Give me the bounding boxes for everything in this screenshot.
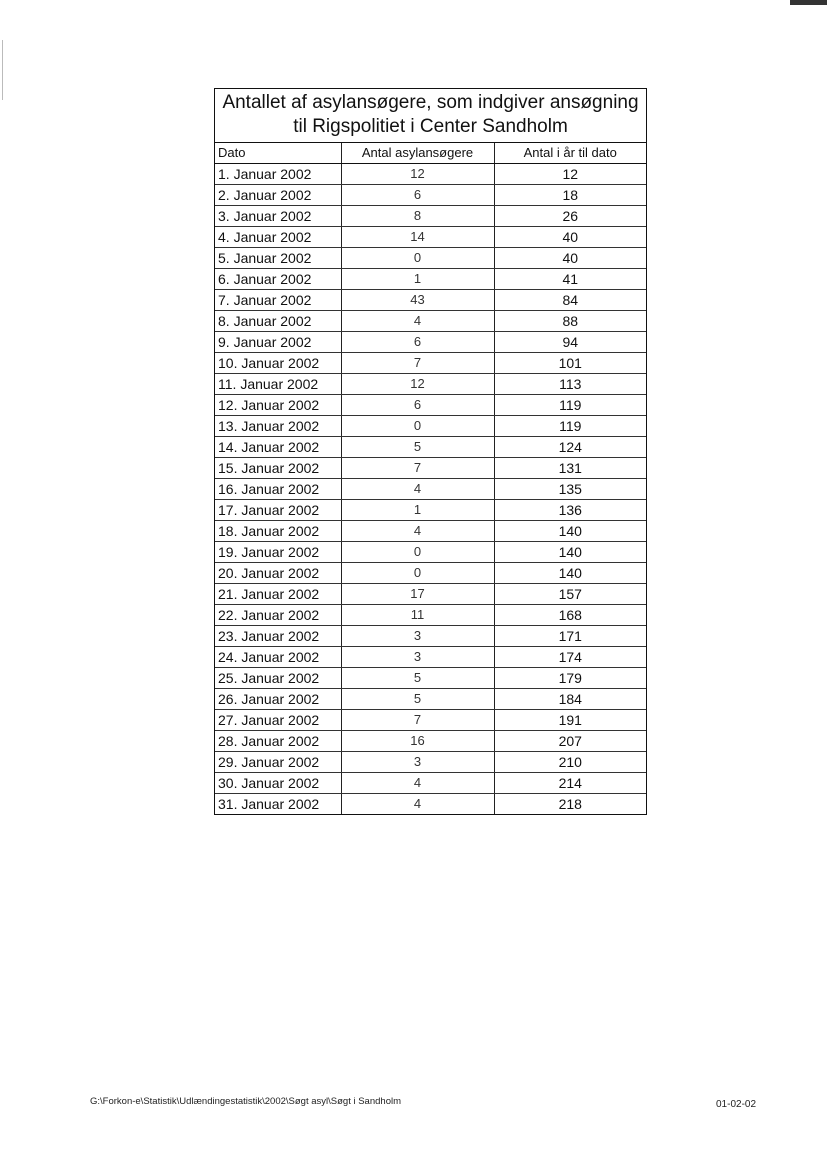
row-count: 0 — [341, 563, 494, 584]
row-cumulative: 140 — [494, 542, 646, 563]
row-cumulative: 119 — [494, 395, 646, 416]
row-cumulative: 218 — [494, 794, 646, 815]
asylum-applicants-table — [214, 88, 647, 815]
row-cumulative: 140 — [494, 521, 646, 542]
row-count: 7 — [341, 353, 494, 374]
data-table — [215, 143, 646, 814]
row-count: 43 — [341, 290, 494, 311]
row-cumulative: 26 — [494, 206, 646, 227]
table-row — [215, 563, 646, 584]
table-row — [215, 290, 646, 311]
row-cumulative: 210 — [494, 752, 646, 773]
row-count: 4 — [341, 794, 494, 815]
row-count: 8 — [341, 206, 494, 227]
row-count: 5 — [341, 689, 494, 710]
row-cumulative: 88 — [494, 311, 646, 332]
table-row — [215, 689, 646, 710]
table-row — [215, 521, 646, 542]
row-cumulative: 179 — [494, 668, 646, 689]
row-count: 7 — [341, 710, 494, 731]
row-cumulative: 119 — [494, 416, 646, 437]
row-date: 19. Januar 2002 — [215, 542, 341, 563]
row-count: 1 — [341, 269, 494, 290]
row-date: 24. Januar 2002 — [215, 647, 341, 668]
row-cumulative: 94 — [494, 332, 646, 353]
row-cumulative: 41 — [494, 269, 646, 290]
row-count: 0 — [341, 248, 494, 269]
table-body — [215, 164, 646, 815]
row-date: 26. Januar 2002 — [215, 689, 341, 710]
table-row — [215, 668, 646, 689]
table-row — [215, 542, 646, 563]
row-date: 1. Januar 2002 — [215, 164, 341, 185]
row-date: 12. Januar 2002 — [215, 395, 341, 416]
row-count: 5 — [341, 437, 494, 458]
row-date: 13. Januar 2002 — [215, 416, 341, 437]
table-title-line1: Antallet af asylansøgere, som indgiver ansøgning — [222, 92, 639, 113]
row-count: 4 — [341, 521, 494, 542]
row-count: 3 — [341, 752, 494, 773]
row-cumulative: 124 — [494, 437, 646, 458]
table-row — [215, 584, 646, 605]
table-row — [215, 185, 646, 206]
row-cumulative: 12 — [494, 164, 646, 185]
table-title — [215, 89, 646, 143]
row-date: 25. Januar 2002 — [215, 668, 341, 689]
row-date: 9. Januar 2002 — [215, 332, 341, 353]
table-row — [215, 248, 646, 269]
row-date: 5. Januar 2002 — [215, 248, 341, 269]
row-cumulative: 207 — [494, 731, 646, 752]
row-date: 8. Januar 2002 — [215, 311, 341, 332]
row-date: 28. Januar 2002 — [215, 731, 341, 752]
row-count: 0 — [341, 542, 494, 563]
row-count: 12 — [341, 164, 494, 185]
table-row — [215, 332, 646, 353]
table-row — [215, 206, 646, 227]
table-row — [215, 731, 646, 752]
row-date: 23. Januar 2002 — [215, 626, 341, 647]
footer-file-path: G:\Forkon-e\Statistik\Udlændingestatistik\2002\Søgt asyl\Søgt i Sandholm — [90, 1096, 401, 1107]
row-count: 7 — [341, 458, 494, 479]
row-cumulative: 174 — [494, 647, 646, 668]
table-row — [215, 269, 646, 290]
column-header-count: Antal asylansøgere — [341, 143, 494, 164]
row-cumulative: 191 — [494, 710, 646, 731]
row-cumulative: 214 — [494, 773, 646, 794]
row-count: 3 — [341, 647, 494, 668]
scan-mark-top-right — [790, 0, 827, 5]
row-cumulative: 113 — [494, 374, 646, 395]
row-count: 0 — [341, 416, 494, 437]
row-count: 4 — [341, 311, 494, 332]
row-cumulative: 135 — [494, 479, 646, 500]
row-count: 4 — [341, 773, 494, 794]
scan-mark-left-edge — [2, 40, 3, 100]
row-date: 21. Januar 2002 — [215, 584, 341, 605]
row-date: 14. Januar 2002 — [215, 437, 341, 458]
table-row — [215, 416, 646, 437]
footer-date: 01-02-02 — [716, 1099, 757, 1110]
row-date: 2. Januar 2002 — [215, 185, 341, 206]
row-count: 6 — [341, 185, 494, 206]
table-row — [215, 227, 646, 248]
table-row — [215, 311, 646, 332]
row-cumulative: 157 — [494, 584, 646, 605]
table-row — [215, 710, 646, 731]
table-row — [215, 437, 646, 458]
column-header-cumulative: Antal i år til dato — [494, 143, 646, 164]
row-date: 7. Januar 2002 — [215, 290, 341, 311]
row-cumulative: 101 — [494, 353, 646, 374]
table-row — [215, 605, 646, 626]
column-header-date: Dato — [215, 143, 341, 164]
table-row — [215, 164, 646, 185]
row-count: 6 — [341, 395, 494, 416]
row-date: 6. Januar 2002 — [215, 269, 341, 290]
row-date: 4. Januar 2002 — [215, 227, 341, 248]
row-date: 31. Januar 2002 — [218, 796, 320, 812]
row-cumulative: 84 — [494, 290, 646, 311]
row-count: 6 — [341, 332, 494, 353]
row-count: 3 — [341, 626, 494, 647]
row-count: 17 — [341, 584, 494, 605]
row-cumulative: 40 — [494, 227, 646, 248]
table-row — [215, 794, 646, 815]
row-count: 1 — [341, 500, 494, 521]
row-cumulative: 140 — [494, 563, 646, 584]
row-date: 16. Januar 2002 — [215, 479, 341, 500]
row-date: 10. Januar 2002 — [215, 353, 341, 374]
row-count: 11 — [341, 605, 494, 626]
row-date: 22. Januar 2002 — [215, 605, 341, 626]
row-count: 14 — [341, 227, 494, 248]
table-row — [215, 647, 646, 668]
row-date: 17. Januar 2002 — [215, 500, 341, 521]
table-row — [215, 374, 646, 395]
table-row — [215, 773, 646, 794]
row-date: 15. Januar 2002 — [215, 458, 341, 479]
row-cumulative: 131 — [494, 458, 646, 479]
row-count: 16 — [341, 731, 494, 752]
row-cumulative: 18 — [494, 185, 646, 206]
table-row — [215, 479, 646, 500]
row-count: 5 — [341, 668, 494, 689]
row-date: 30. Januar 2002 — [215, 773, 341, 794]
table-row — [215, 500, 646, 521]
row-date: 11. Januar 2002 — [215, 374, 341, 395]
row-date: 20. Januar 2002 — [215, 563, 341, 584]
table-row — [215, 395, 646, 416]
table-row — [215, 626, 646, 647]
row-date: 18. Januar 2002 — [215, 521, 341, 542]
row-cumulative: 40 — [494, 248, 646, 269]
table-row — [215, 458, 646, 479]
table-row — [215, 353, 646, 374]
header-row — [215, 143, 646, 164]
row-count: 12 — [341, 374, 494, 395]
row-cumulative: 184 — [494, 689, 646, 710]
row-count: 4 — [341, 479, 494, 500]
row-cumulative: 168 — [494, 605, 646, 626]
row-date: 27. Januar 2002 — [215, 710, 341, 731]
table-title-line2: til Rigspolitiet i Center Sandholm — [293, 116, 568, 137]
table-row — [215, 752, 646, 773]
row-cumulative: 171 — [494, 626, 646, 647]
row-date: 29. Januar 2002 — [215, 752, 341, 773]
row-cumulative: 136 — [494, 500, 646, 521]
row-date: 3. Januar 2002 — [215, 206, 341, 227]
